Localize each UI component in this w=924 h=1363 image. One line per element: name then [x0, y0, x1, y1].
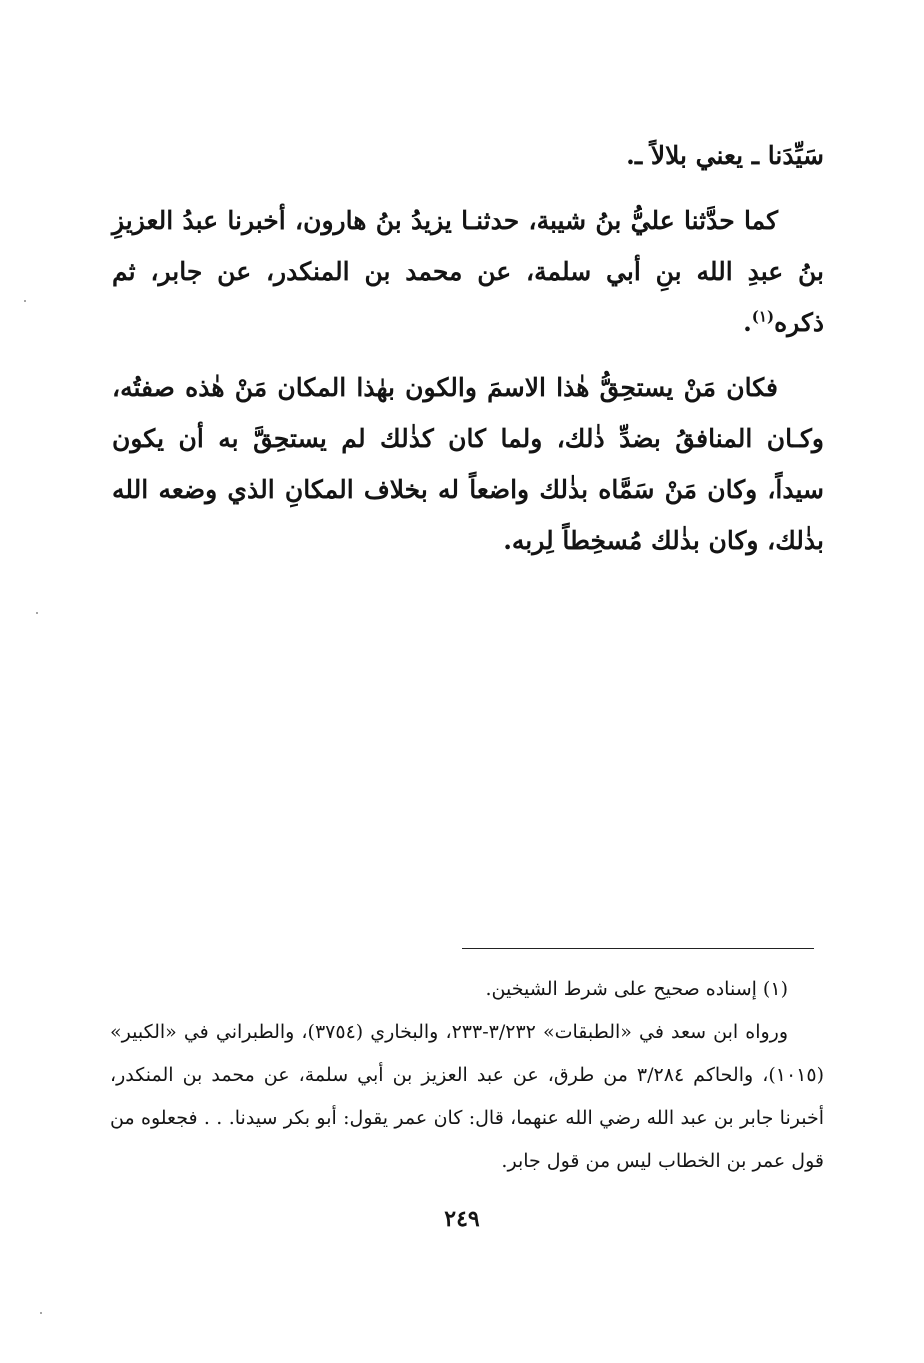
paragraph-hadith-chain-text: كما حدَّثنا عليُّ بنُ شيبة، حدثنـا يزيدُ بنُ هارون، أخبرنا عبدُ العزيزِ بنُ عبدِ الله بنِ أبي سلمة، عن محمد بن المنكدر، عن جابر، ثم ذكره — [112, 206, 824, 337]
footnotes-block — [110, 968, 824, 1183]
paper-speck — [40, 1312, 42, 1314]
paragraph-end-period: . — [743, 308, 752, 337]
paragraph-continuation: سَيِّدَنا ـ يعني بلالاً ـ. — [626, 141, 824, 170]
paper-speck — [24, 300, 26, 302]
paragraph-commentary: فكان مَنْ يستحِقُّ هٰذا الاسمَ والكون بهٰذا المكان مَنْ هٰذه صفتُه، وكـان المنافقُ بضدِّ ذٰلك، ولما كان كذٰلك لم يستحِقَّ به أن يكون سيداً، وكان مَنْ سَمَّاه بذٰلك واضعاً له بخلاف المكانِ الذي وضعه الله بذٰلك، وكان بذٰلك مُسخِطاً لِربه. — [112, 373, 824, 555]
main-text-block — [112, 130, 824, 566]
paper-speck — [36, 612, 38, 614]
footnote-1-grading: (١) إسناده صحيح على شرط الشيخين. — [485, 978, 788, 1000]
footnote-1-sources: ورواه ابن سعد في «الطبقات» ٣/٢٣٢-٢٣٣، والبخاري (٣٧٥٤)، والطبراني في «الكبير» (١٠١٥)، والحاكم ٣/٢٨٤ من طرق، عن عبد العزيز بن أبي سلمة، عن محمد بن المنكدر، أخبرنا جابر بن عبد الله رضي الله عنهما، قال: كان عمر يقول: أبو بكر سيدنا. . . فجعلوه من قول عمر بن الخطاب ليس من قول جابر. — [110, 1021, 824, 1172]
footnote-reference-marker: (١) — [751, 307, 775, 326]
paragraph-hadith-chain — [112, 195, 824, 348]
footnote-divider — [462, 948, 814, 949]
page-number: ٢٤٩ — [444, 1206, 480, 1232]
